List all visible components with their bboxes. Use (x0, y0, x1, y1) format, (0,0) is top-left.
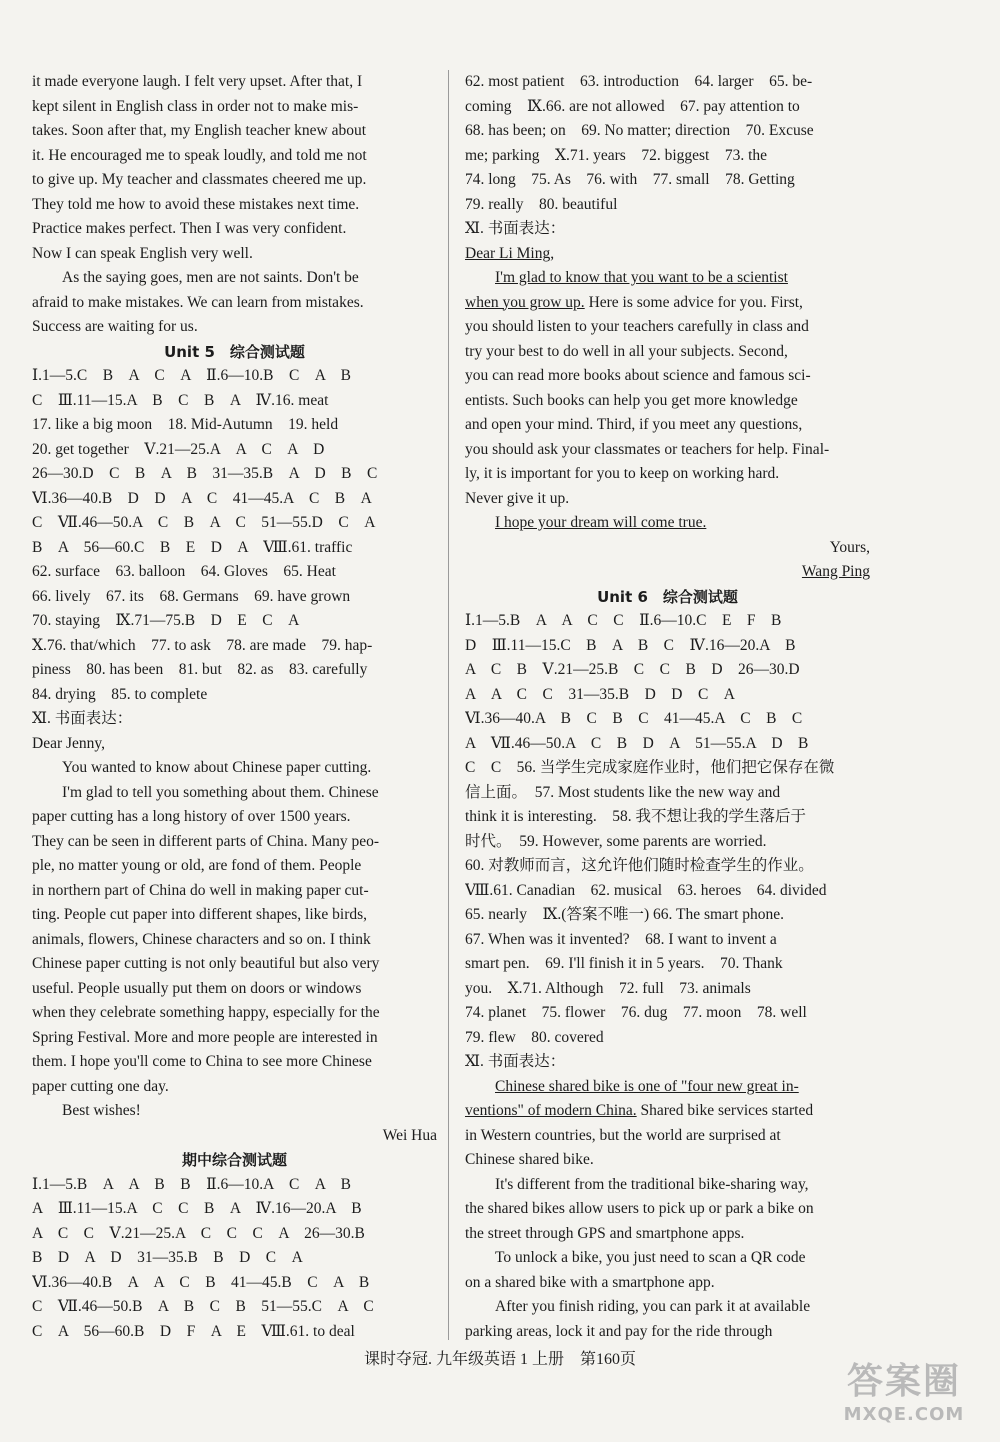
text-line: After you finish riding, you can park it at available (495, 1298, 811, 1315)
text-line: 时代。 59. However, some parents are worried. (465, 832, 767, 850)
text-line: Ⅰ.1—5.C B A C A Ⅱ.6—10.B C A B (32, 367, 351, 384)
text-line: 74. planet 75. flower 76. dug 77. moon 78. well (465, 1004, 807, 1021)
text-line: 60. 对教师而言，这允许他们随时检查学生的作业。 (465, 857, 814, 874)
text-line: 67. When was it invented? 68. I want to invent a (465, 930, 777, 948)
section-title: Unit 5 综合测试题 (164, 342, 305, 361)
text-line: C A 56—60.B D F A E Ⅷ.61. to deal (32, 1322, 355, 1340)
text-line: Ⅵ.36—40.B A A C B 41—45.B C A B (32, 1273, 370, 1291)
text-line: smart pen. 69. I'll finish it in 5 years. 70. Thank (465, 955, 783, 972)
column-divider (448, 70, 449, 1340)
section-title: Unit 6 综合测试题 (597, 587, 738, 606)
text-line: on a shared bike with a smartphone app. (465, 1273, 715, 1291)
text-line: 84. drying 85. to complete (32, 685, 208, 703)
left-column (32, 70, 437, 1344)
text-line: when they celebrate something happy, especially for the (32, 1004, 380, 1021)
text-line: paper cutting one day. (32, 1077, 169, 1095)
text-line: to give up. My teacher and classmates cheered me up. (32, 171, 367, 188)
text-line: 信上面。 57. Most students like the new way and (465, 783, 781, 801)
text-line: them. I hope you'll come to China to see more Chinese (32, 1053, 372, 1070)
watermark-logo (824, 1360, 984, 1432)
text-line: D Ⅲ.11—15.C B A B C Ⅳ.16—20.A B (465, 636, 796, 654)
text-line: Spring Festival. More and more people are interested in (32, 1028, 378, 1046)
text-line: takes. Soon after that, my English teacher knew about (32, 122, 367, 139)
text-line: paper cutting has a long history of over 1500 years. (32, 808, 351, 825)
text-line: C Ⅲ.11—15.A B C B A Ⅳ.16. meat (32, 391, 329, 409)
text-line: I hope your dream will come true. (495, 514, 707, 531)
text-line: you. Ⅹ.71. Although 72. full 73. animals (465, 979, 751, 997)
text-line: Ⅺ. 书面表达： (465, 1053, 566, 1070)
page-footer: 课时夺冠. 九年级英语 1 上册 第160页 (363, 1351, 636, 1368)
text-line: Ⅷ.61. Canadian 62. musical 63. heroes 64. divided (465, 881, 827, 899)
text-line: you should ask your classmates or teachers for help. Final- (465, 440, 830, 458)
text-line: you should listen to your teachers carefully in class and (465, 318, 809, 335)
text-line: Ⅺ. 书面表达： (32, 710, 133, 727)
text-line: B D A D 31—35.B B D C A (32, 1249, 303, 1266)
text-line: Chinese shared bike is one of "four new great in- (495, 1077, 799, 1095)
text-line: It's different from the traditional bike-sharing way, (495, 1175, 809, 1193)
text-line: A Ⅲ.11—15.A C C B A Ⅳ.16—20.A B (32, 1200, 362, 1217)
text-line: coming Ⅸ.66. are not allowed 67. pay attention to (465, 97, 800, 115)
text-line: animals, flowers, Chinese characters and so on. I think (32, 930, 371, 948)
section-title: 期中综合测试题 (181, 1151, 287, 1169)
text-line: A C C Ⅴ.21—25.A C C C A 26—30.B (32, 1224, 365, 1242)
text-line: A C B Ⅴ.21—25.B C C B D 26—30.D (465, 661, 800, 678)
text-line: I'm glad to tell you something about them. Chinese (62, 783, 379, 801)
text-line: 65. nearly Ⅸ.(答案不唯一) 66. The smart phone. (465, 906, 785, 923)
text-line: useful. People usually put them on doors or windows (32, 979, 362, 997)
text-line: in northern part of China do well in making paper cut- (32, 881, 369, 899)
text-line: Never give it up. (465, 489, 570, 507)
text-line: As the saying goes, men are not saints. Don't be (62, 269, 359, 286)
text-line: Ⅰ.1—5.B A A B B Ⅱ.6—10.A C A B (32, 1175, 351, 1193)
text-line: it. He encouraged me to speak loudly, and told me not (32, 146, 367, 164)
text-line: when you grow up. Here is some advice for you. First, (465, 293, 803, 311)
text-line: Success are waiting for us. (32, 318, 198, 335)
text-line: you can read more books about science and famous sci- (465, 367, 811, 384)
text-line: Ⅺ. 书面表达： (465, 220, 566, 237)
text-line: ly, it is important for you to keep on working hard. (465, 465, 780, 482)
text-line: Practice makes perfect. Then I was very confident. (32, 220, 347, 237)
text-line: C C 56. 当学生完成家庭作业时，他们把它保存在微 (465, 759, 835, 776)
text-line: the street through GPS and smartphone apps. (465, 1224, 745, 1242)
text-line: in Western countries, but the world are surprised at (465, 1126, 781, 1144)
text-line: afraid to make mistakes. We can learn from mistakes. (32, 293, 364, 311)
text-line: You wanted to know about Chinese paper cutting. (62, 759, 372, 776)
text-line: the shared bikes allow users to pick up or park a bike on (465, 1200, 814, 1217)
text-line: Wei Hua (382, 1126, 437, 1144)
text-line: ventions" of modern China. Shared bike services started (465, 1102, 814, 1119)
text-line: They told me how to avoid these mistakes next time. (32, 195, 360, 213)
text-line: 79. really 80. beautiful (465, 195, 618, 213)
text-line: Chinese paper cutting is not only beautiful but also very (32, 955, 380, 972)
text-line: 62. surface 63. balloon 64. Gloves 65. Heat (32, 563, 336, 580)
text-line: me; parking Ⅹ.71. years 72. biggest 73. the (465, 146, 768, 164)
text-line: 20. get together Ⅴ.21—25.A A C A D (32, 440, 325, 458)
text-line: B A 56—60.C B E D A Ⅷ.61. traffic (32, 538, 353, 556)
text-line: Chinese shared bike. (465, 1151, 594, 1168)
text-line: 79. flew 80. covered (465, 1028, 604, 1046)
text-line: piness 80. has been 81. but 82. as 83. carefully (32, 661, 368, 678)
text-line: To unlock a bike, you just need to scan a QR code (495, 1249, 806, 1266)
text-line: 68. has been; on 69. No matter; direction 70. Excuse (465, 122, 814, 139)
right-column (465, 70, 870, 1344)
text-line: entists. Such books can help you get more knowledge (465, 391, 798, 409)
text-line: try your best to do well in all your subjects. Second, (465, 342, 788, 360)
text-line: Dear Li Ming, (465, 244, 555, 262)
watermark-url: MXQE.COM (843, 1404, 965, 1425)
text-line: Ⅰ.1—5.B A A C C Ⅱ.6—10.C E F B (465, 612, 782, 629)
text-line: I'm glad to know that you want to be a scientist (495, 269, 788, 286)
text-line: Now I can speak English very well. (32, 244, 253, 262)
text-line: and open your mind. Third, if you meet any questions, (465, 416, 803, 433)
text-line: 74. long 75. As 76. with 77. small 78. Getting (465, 171, 795, 188)
text-line: 66. lively 67. its 68. Germans 69. have grown (32, 587, 351, 605)
text-line: Wang Ping (801, 563, 870, 580)
text-line: Dear Jenny, (32, 734, 106, 752)
text-line: They can be seen in different parts of China. Many peo- (32, 832, 380, 850)
text-line: it made everyone laugh. I felt very upset. After that, I (32, 73, 363, 90)
text-line: Yours, (829, 538, 870, 556)
text-line: kept silent in English class in order not to make mis- (32, 97, 359, 115)
text-line: 17. like a big moon 18. Mid-Autumn 19. held (32, 416, 339, 433)
text-line: Ⅹ.76. that/which 77. to ask 78. are made 79. hap- (32, 636, 373, 654)
text-line: 62. most patient 63. introduction 64. larger 65. be- (465, 73, 813, 90)
text-line: Best wishes! (62, 1102, 141, 1119)
text-line: 26—30.D C B A B 31—35.B A D B C (32, 465, 378, 482)
text-line: Ⅵ.36—40.B D D A C 41—45.A C B A (32, 489, 372, 507)
text-line: think it is interesting. 58. 我不想让我的学生落后于 (465, 808, 806, 825)
watermark-logo-text: 答案圈 (846, 1361, 961, 1402)
text-line: ple, no matter young or old, are fond of them. People (32, 857, 362, 874)
text-line: C Ⅶ.46—50.B A B C B 51—55.C A C (32, 1298, 374, 1315)
text-line: A A C C 31—35.B D D C A (465, 685, 735, 703)
text-line: parking areas, lock it and pay for the ride through (465, 1322, 773, 1340)
text-line: 70. staying Ⅸ.71—75.B D E C A (32, 612, 300, 629)
text-line: C Ⅶ.46—50.A C B A C 51—55.D C A (32, 514, 376, 531)
text-line: Ⅵ.36—40.A B C B C 41—45.A C B C (465, 710, 803, 727)
text-line: A Ⅶ.46—50.A C B D A 51—55.A D B (465, 734, 809, 752)
text-line: ting. People cut paper into different shapes, like birds, (32, 906, 368, 923)
